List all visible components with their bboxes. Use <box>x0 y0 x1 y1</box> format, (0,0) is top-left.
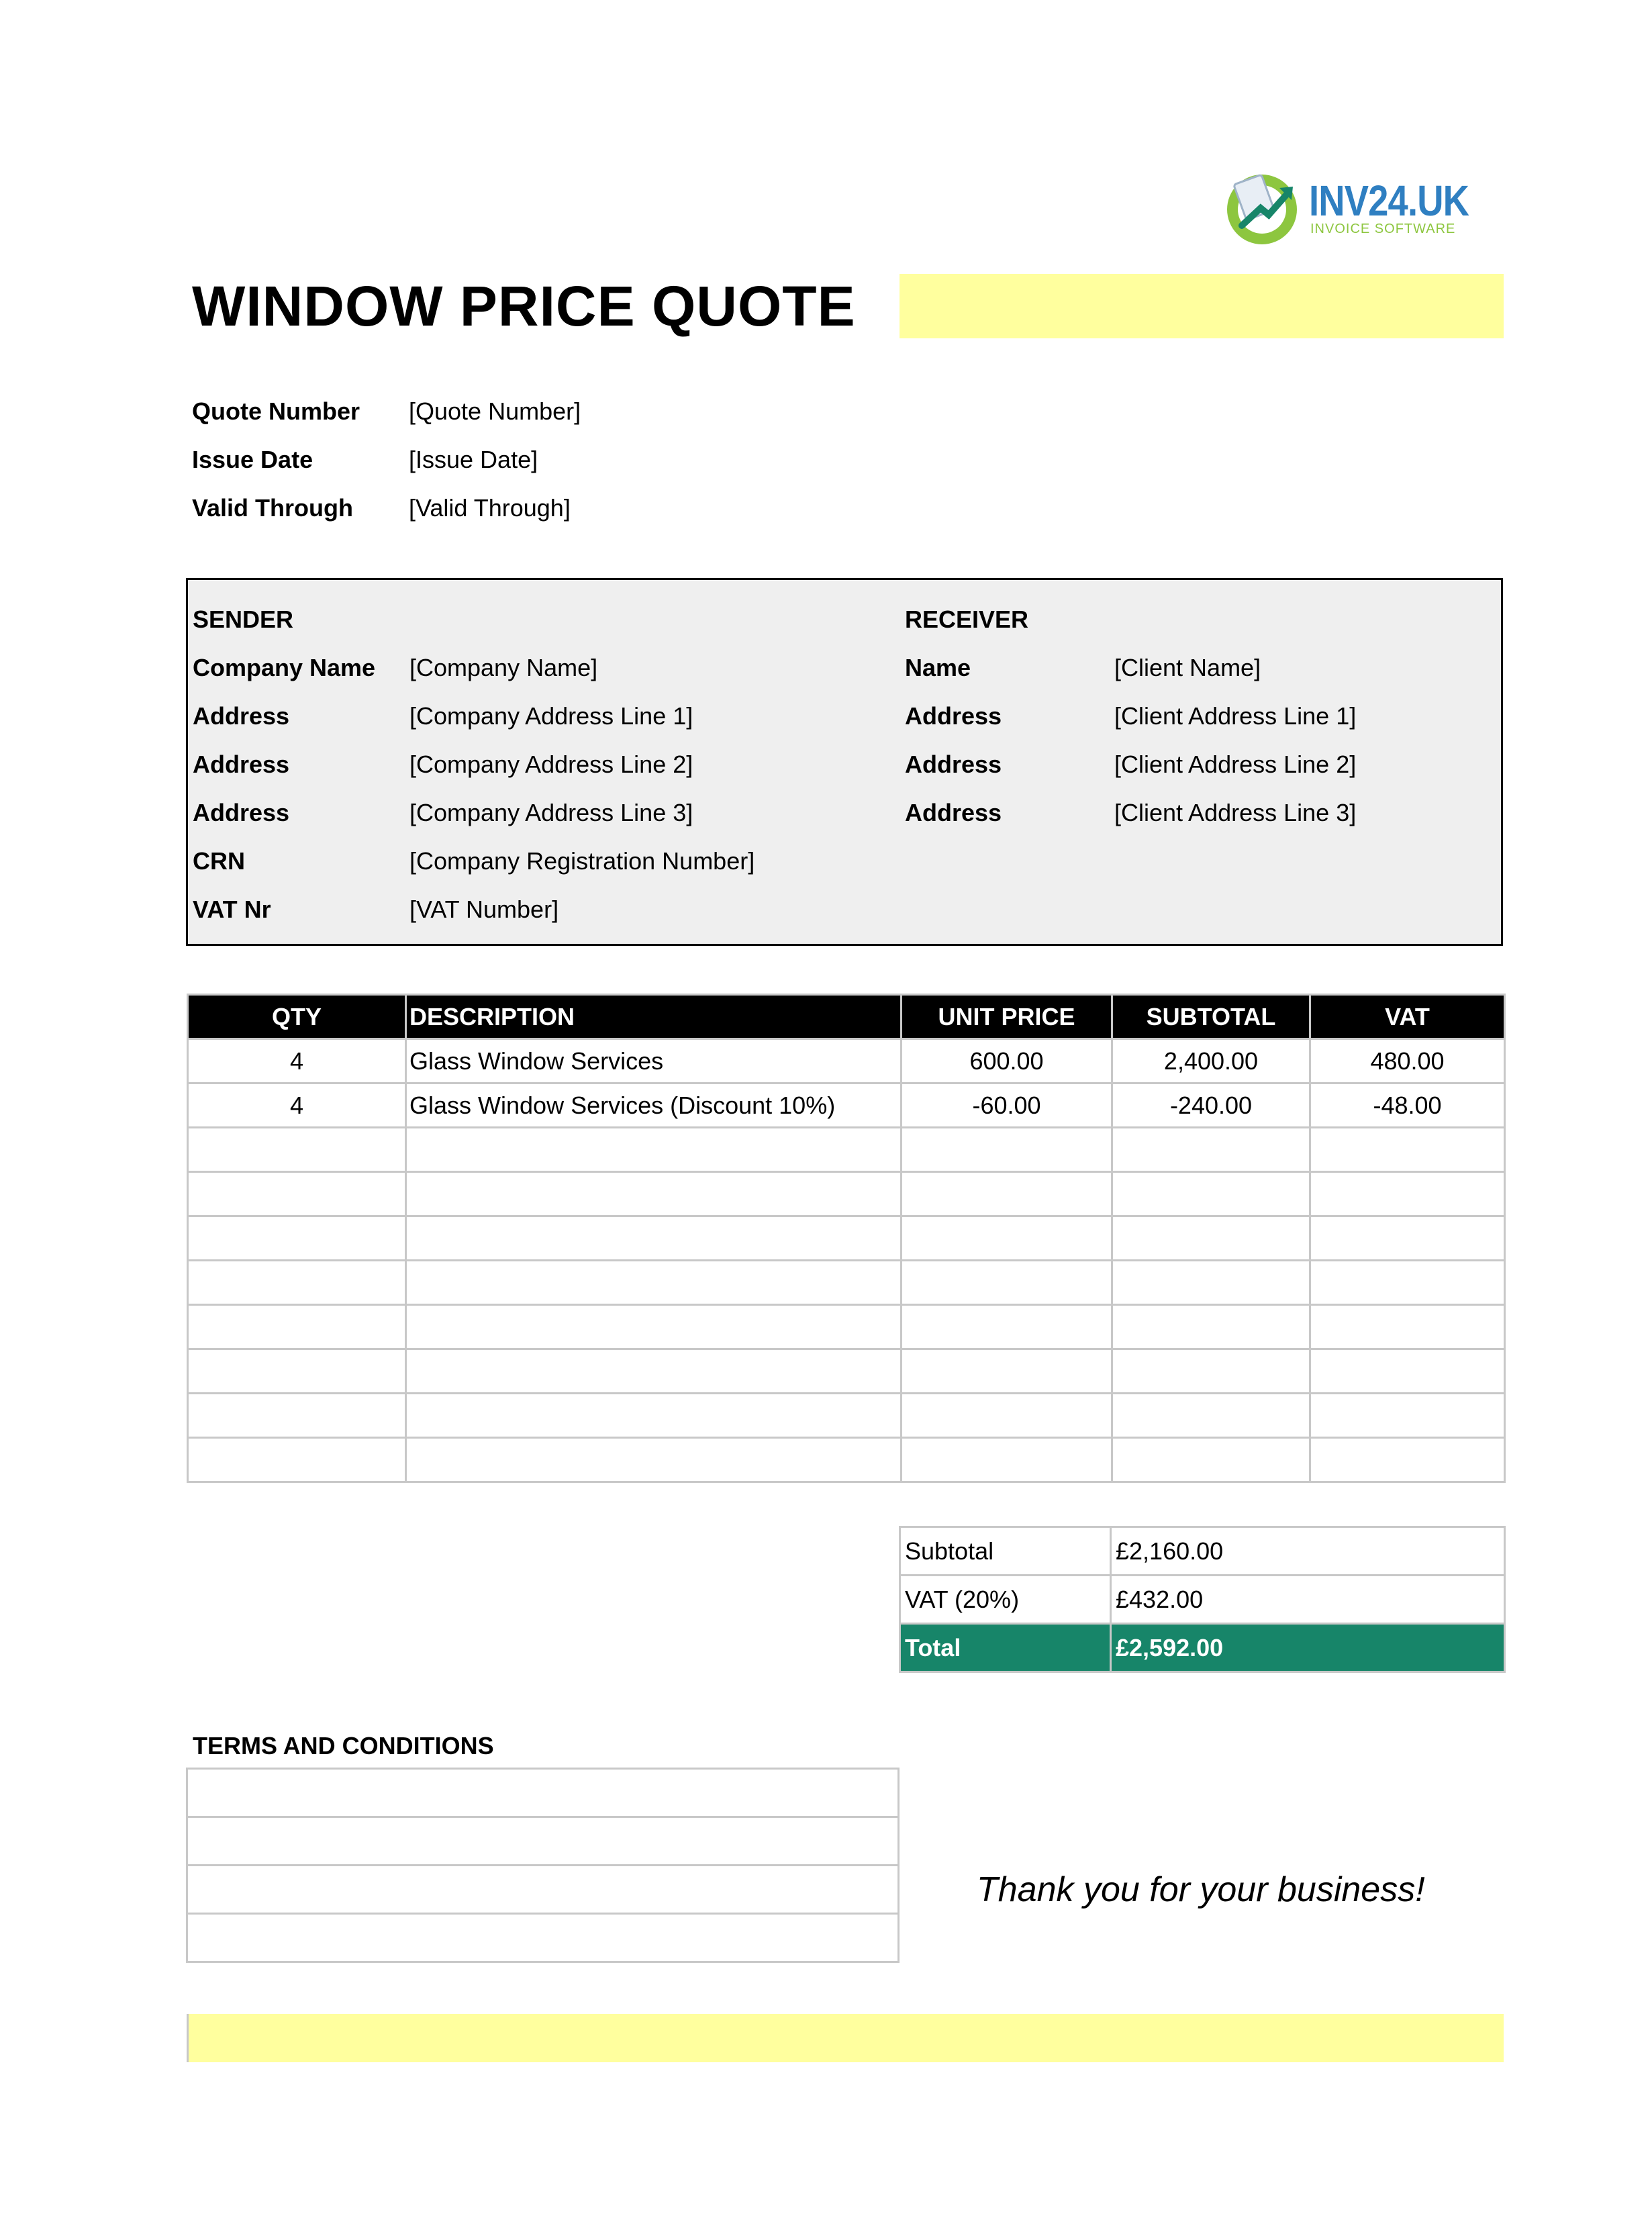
cell-qty[interactable] <box>188 1394 406 1438</box>
cell-qty[interactable] <box>188 1172 406 1216</box>
cell-unit-price[interactable] <box>902 1349 1112 1394</box>
cell-vat[interactable] <box>1310 1438 1505 1482</box>
logo-mark-icon <box>1222 168 1302 248</box>
col-header-unit-price: UNIT PRICE <box>902 995 1112 1039</box>
sender-label: Company Name <box>193 654 376 681</box>
cell-qty[interactable] <box>188 1128 406 1172</box>
cell-description[interactable] <box>406 1261 902 1305</box>
receiver-value: [Client Address Line 1] <box>1114 702 1357 730</box>
cell-subtotal[interactable] <box>1112 1394 1310 1438</box>
receiver-label: Name <box>905 654 971 681</box>
table-row <box>188 1128 1505 1172</box>
terms-cell[interactable] <box>187 1817 899 1866</box>
sender-value: [Company Address Line 3] <box>409 799 693 826</box>
cell-unit-price[interactable] <box>902 1261 1112 1305</box>
cell-description[interactable] <box>406 1349 902 1394</box>
receiver-label: Address <box>905 702 1002 730</box>
sender-value: [VAT Number] <box>409 896 559 923</box>
cell-unit-price[interactable] <box>902 1216 1112 1261</box>
cell-subtotal[interactable] <box>1112 1438 1310 1482</box>
cell-qty[interactable] <box>188 1349 406 1394</box>
cell-subtotal[interactable]: -240.00 <box>1112 1083 1310 1128</box>
party-info-box <box>186 578 1503 946</box>
cell-description[interactable]: Glass Window Services (Discount 10%) <box>406 1083 902 1128</box>
table-row <box>188 1261 1505 1305</box>
meta-issue-date <box>192 446 662 486</box>
cell-subtotal[interactable] <box>1112 1349 1310 1394</box>
cell-description[interactable] <box>406 1128 902 1172</box>
terms-cell[interactable] <box>187 1769 899 1817</box>
totals-table <box>899 1526 1506 1673</box>
document-title: WINDOW PRICE QUOTE <box>192 275 856 338</box>
cell-qty[interactable]: 4 <box>188 1083 406 1128</box>
thank-you-message: Thank you for your business! <box>977 1870 1425 1909</box>
table-row <box>188 1438 1505 1482</box>
table-row <box>188 1349 1505 1394</box>
table-row <box>188 1305 1505 1349</box>
table-header-row <box>188 995 1505 1039</box>
footer-highlight-bar <box>187 2014 1504 2062</box>
meta-value: [Valid Through] <box>409 494 571 522</box>
cell-unit-price[interactable] <box>902 1128 1112 1172</box>
meta-label: Quote Number <box>192 397 360 425</box>
sender-label: Address <box>193 799 290 826</box>
cell-vat[interactable] <box>1310 1349 1505 1394</box>
receiver-value: [Client Address Line 2] <box>1114 751 1357 778</box>
receiver-label: Address <box>905 751 1002 778</box>
total-value: £2,592.00 <box>1111 1624 1505 1672</box>
cell-qty[interactable] <box>188 1261 406 1305</box>
receiver-value: [Client Name] <box>1114 654 1261 681</box>
sender-heading-text: SENDER <box>193 606 294 633</box>
brand-logo <box>1222 168 1469 248</box>
cell-vat[interactable] <box>1310 1172 1505 1216</box>
vat-label: VAT (20%) <box>900 1576 1111 1624</box>
logo-brand-text: INV24.UK <box>1309 177 1469 225</box>
terms-row <box>187 1817 899 1866</box>
cell-vat[interactable] <box>1310 1305 1505 1349</box>
total-label: Total <box>900 1624 1111 1672</box>
cell-vat[interactable] <box>1310 1128 1505 1172</box>
totals-total-row <box>900 1624 1505 1672</box>
cell-qty[interactable] <box>188 1216 406 1261</box>
table-row <box>188 1083 1505 1128</box>
terms-row <box>187 1866 899 1914</box>
cell-subtotal[interactable] <box>1112 1261 1310 1305</box>
meta-value: [Issue Date] <box>409 446 538 473</box>
cell-qty[interactable] <box>188 1438 406 1482</box>
meta-label: Issue Date <box>192 446 313 473</box>
sender-value: [Company Registration Number] <box>409 847 755 875</box>
meta-value: [Quote Number] <box>409 397 581 425</box>
terms-cell[interactable] <box>187 1914 899 1962</box>
subtotal-value: £2,160.00 <box>1111 1527 1505 1576</box>
col-header-description: DESCRIPTION <box>406 995 902 1039</box>
line-items-table <box>187 994 1506 1483</box>
title-highlight-bar <box>900 274 1504 338</box>
cell-description[interactable] <box>406 1438 902 1482</box>
totals-vat-row <box>900 1576 1505 1624</box>
col-header-qty: QTY <box>188 995 406 1039</box>
subtotal-label: Subtotal <box>900 1527 1111 1576</box>
cell-unit-price[interactable]: -60.00 <box>902 1083 1112 1128</box>
cell-vat[interactable]: -48.00 <box>1310 1083 1505 1128</box>
cell-unit-price[interactable] <box>902 1438 1112 1482</box>
terms-cell[interactable] <box>187 1866 899 1914</box>
cell-vat[interactable]: 480.00 <box>1310 1039 1505 1083</box>
cell-subtotal[interactable]: 2,400.00 <box>1112 1039 1310 1083</box>
totals-subtotal-row <box>900 1527 1505 1576</box>
logo-tagline: INVOICE SOFTWARE <box>1310 222 1456 236</box>
cell-unit-price[interactable] <box>902 1305 1112 1349</box>
cell-unit-price[interactable] <box>902 1394 1112 1438</box>
cell-vat[interactable] <box>1310 1394 1505 1438</box>
sender-value: [Company Address Line 2] <box>409 751 693 778</box>
cell-unit-price[interactable]: 600.00 <box>902 1039 1112 1083</box>
cell-description[interactable] <box>406 1172 902 1216</box>
meta-valid-through <box>192 494 662 534</box>
col-header-subtotal: SUBTOTAL <box>1112 995 1310 1039</box>
terms-title: TERMS AND CONDITIONS <box>193 1732 494 1759</box>
vat-value: £432.00 <box>1111 1576 1505 1624</box>
receiver-label: Address <box>905 799 1002 826</box>
sender-label: Address <box>193 751 290 778</box>
cell-subtotal[interactable] <box>1112 1305 1310 1349</box>
table-row <box>188 1039 1505 1083</box>
receiver-value: [Client Address Line 3] <box>1114 799 1357 826</box>
sender-value: [Company Address Line 1] <box>409 702 693 730</box>
terms-table <box>186 1768 900 1963</box>
meta-quote-number <box>192 397 662 438</box>
cell-subtotal[interactable] <box>1112 1216 1310 1261</box>
cell-qty[interactable]: 4 <box>188 1039 406 1083</box>
meta-label: Valid Through <box>192 494 353 522</box>
table-row <box>188 1394 1505 1438</box>
sender-value: [Company Name] <box>409 654 598 681</box>
sender-label: CRN <box>193 847 245 875</box>
cell-description[interactable] <box>406 1394 902 1438</box>
cell-subtotal[interactable] <box>1112 1128 1310 1172</box>
sender-label: Address <box>193 702 290 730</box>
cell-vat[interactable] <box>1310 1261 1505 1305</box>
receiver-heading-text: RECEIVER <box>905 606 1029 633</box>
cell-unit-price[interactable] <box>902 1172 1112 1216</box>
cell-description[interactable]: Glass Window Services <box>406 1039 902 1083</box>
cell-subtotal[interactable] <box>1112 1172 1310 1216</box>
sender-label: VAT Nr <box>193 896 271 923</box>
table-row <box>188 1216 1505 1261</box>
table-row <box>188 1172 1505 1216</box>
cell-vat[interactable] <box>1310 1216 1505 1261</box>
col-header-vat: VAT <box>1310 995 1505 1039</box>
cell-qty[interactable] <box>188 1305 406 1349</box>
terms-row <box>187 1769 899 1817</box>
cell-description[interactable] <box>406 1216 902 1261</box>
terms-row <box>187 1914 899 1962</box>
cell-description[interactable] <box>406 1305 902 1349</box>
